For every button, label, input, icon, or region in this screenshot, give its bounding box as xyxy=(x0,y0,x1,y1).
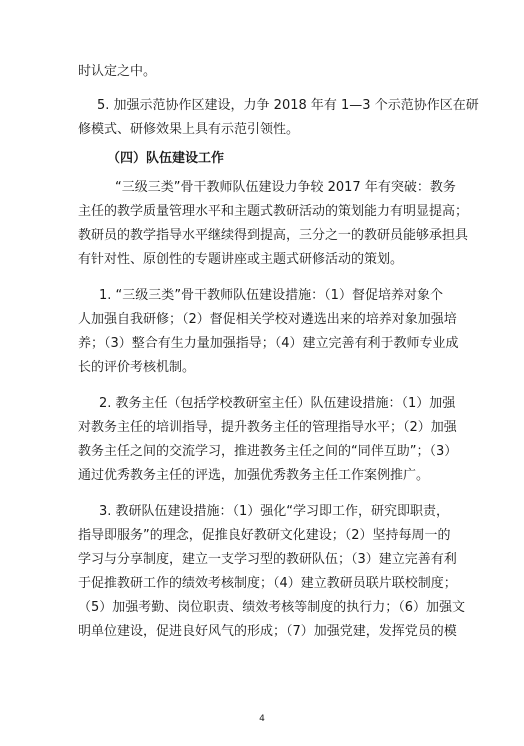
paragraph-line: 人加强自我研修；（2）督促相关学校对遴选出来的培养对象加强培 xyxy=(78,312,457,327)
paragraph-line: 指导即服务”的理念，促推良好教研文化建设；（2）坚持每周一的 xyxy=(78,528,451,543)
paragraph-line: 3. 教研队伍建设措施：（1）强化“学习即工作，研究即职责， xyxy=(99,504,450,519)
paragraph-line: 养；（3）整合有生力量加强指导；（4）建立完善有利于教师专业成 xyxy=(78,336,459,351)
paragraph-line: 对教务主任的培训指导，提升教务主任的管理指导水平；（2）加强 xyxy=(78,420,457,435)
paragraph-line: 时认定之中。 xyxy=(78,64,157,79)
paragraph-line: 教研员的教学指导水平继续得到提高，三分之一的教研员能够承担具 xyxy=(78,228,469,243)
paragraph-line: 2. 教务主任（包括学校教研室主任）队伍建设措施：（1）加强 xyxy=(99,396,456,411)
paragraph-line: 教务主任之间的交流学习，推进教务主任之间的“同伴互助”；（3） xyxy=(78,444,458,459)
paragraph-line: 1. “三级三类”骨干教师队伍建设措施：（1）督促培养对象个 xyxy=(99,288,443,303)
paragraph-line: 有针对性、原创性的专题讲座或主题式研修活动的策划。 xyxy=(78,252,404,267)
paragraph-line: 学习与分享制度，建立一支学习型的教研队伍；（3）建立完善有利 xyxy=(78,552,457,567)
page-number: 4 xyxy=(259,714,265,724)
paragraph-line: 明单位建设，促进良好风气的形成；（7）加强党建，发挥党员的模 xyxy=(78,624,457,639)
paragraph-line: 通过优秀教务主任的评选，加强优秀教务主任工作案例推广。 xyxy=(78,468,430,483)
paragraph-line: 5. 加强示范协作区建设，力争 2018 年有 1—3 个示范协作区在研 xyxy=(97,98,479,113)
paragraph-line: （5）加强考勤、岗位职责、绩效考核等制度的执行力；（6）加强文 xyxy=(78,600,466,615)
paragraph-line: 修模式、研修效果上具有示范引领性。 xyxy=(78,122,300,137)
paragraph-line: “三级三类”骨干教师队伍建设力争较 2017 年有突破：教务 xyxy=(115,180,456,195)
paragraph-line: 长的评价考核机制。 xyxy=(78,360,196,375)
paragraph-line: 主任的教学质量管理水平和主题式教研活动的策划能力有明显提高； xyxy=(78,204,469,219)
section-heading: （四）队伍建设工作 xyxy=(107,151,225,166)
paragraph-line: 于促推教研工作的绩效考核制度；（4）建立教研员联片联校制度； xyxy=(78,576,457,591)
